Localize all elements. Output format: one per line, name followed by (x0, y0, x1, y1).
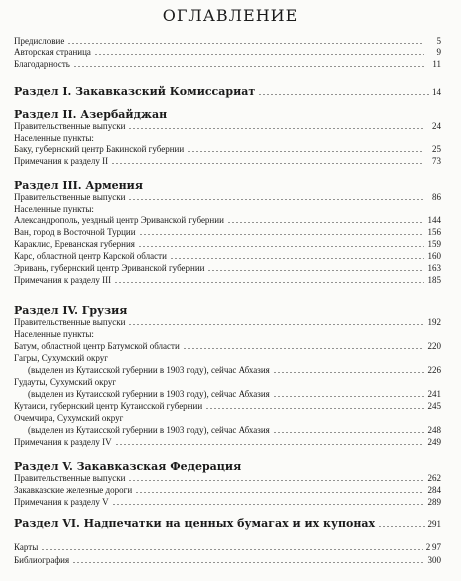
toc-entry-label: Эривань, губернский центр Эриванской губернии (14, 263, 205, 273)
toc-page-number: 163 (427, 263, 441, 273)
dot-leader (205, 408, 424, 409)
dot-leader (139, 234, 424, 235)
toc-page-number: 262 (427, 473, 441, 483)
dot-leader (183, 348, 424, 349)
dot-leader (258, 94, 429, 95)
toc-page-number: 25 (432, 144, 441, 154)
dot-leader (111, 163, 424, 164)
toc-entry-label: Ван, город в Восточной Турции (14, 227, 136, 237)
toc-entry-label: Населенные пункты: (14, 204, 94, 214)
toc-section-heading (14, 85, 441, 99)
toc-entry-label: Александрополь, уездный центр Эриванской губернии (14, 215, 224, 225)
toc-entry-label: Карс, областной центр Карской области (14, 251, 167, 261)
toc-page-number: 220 (427, 341, 441, 351)
toc-entry-label: Раздел V. Закавказская Федерация (14, 460, 242, 473)
toc-entry-label: (выделен из Кутаисской губернии в 1903 году), сейчас Абхазия (28, 425, 270, 435)
dot-leader (227, 222, 424, 223)
toc-entry (14, 328, 441, 340)
toc-page-number: 2 97 (425, 542, 441, 552)
toc-entry-label: (выделен из Кутаисской губернии в 1903 году), сейчас Абхазия (28, 365, 270, 375)
toc-entry-label: Населенные пункты: (14, 329, 94, 339)
toc-entry (14, 226, 441, 238)
toc-entry (14, 274, 441, 286)
toc-entry (14, 46, 441, 58)
dot-leader (138, 246, 424, 247)
toc-entry (14, 238, 441, 250)
toc-entry-label: Кутаиси, губернский центр Кутаисской губернии (14, 401, 203, 411)
toc-entry-label: Очемчира, Сухумский округ (14, 413, 124, 423)
toc-entry-label: Закавказские железные дороги (14, 485, 133, 495)
toc-entry (14, 436, 441, 448)
toc-entry (14, 58, 441, 70)
toc-page-number: 291 (427, 519, 441, 529)
toc-page-number: 86 (432, 192, 441, 202)
toc-entry-label: Караклис, Ереванская губерния (14, 239, 135, 249)
toc-page-number: 5 (436, 36, 441, 46)
toc-page-number: 289 (427, 497, 441, 507)
toc-section-heading (14, 517, 441, 531)
dot-leader (187, 151, 424, 152)
toc-entry (14, 364, 441, 376)
toc-entry-label: Правительственные выпуски (14, 473, 126, 483)
toc-entry-label: Раздел II. Азербайджан (14, 108, 168, 121)
toc-entry (14, 143, 441, 155)
toc-entry (14, 400, 441, 412)
toc-entry-label: Правительственные выпуски (14, 192, 126, 202)
dot-leader (207, 270, 424, 271)
toc-entry-label: Примечания к разделу III (14, 275, 112, 285)
dot-leader (72, 562, 424, 563)
toc-entry-label: (выделен из Кутаисской губернии в 1903 году), сейчас Абхазия (28, 389, 270, 399)
toc-entry-label: Раздел IV. Грузия (14, 304, 128, 317)
dot-leader (112, 504, 424, 505)
dot-leader (128, 324, 424, 325)
toc-page-number: 159 (427, 239, 441, 249)
toc-entry (14, 120, 441, 132)
dot-leader (170, 258, 424, 259)
toc-entry-label: Гудауты, Сухумский округ (14, 377, 117, 387)
toc-page-number: 160 (427, 251, 441, 261)
toc-entry-label: Раздел VI. Надпечатки на ценных бумагах и их купонах (14, 517, 376, 530)
dot-leader (73, 66, 424, 67)
toc-entry (14, 541, 441, 553)
dot-leader (128, 128, 424, 129)
dot-leader (273, 432, 424, 433)
toc-page-number: 73 (432, 156, 441, 166)
toc-entry (14, 352, 441, 364)
toc-entry (14, 554, 441, 566)
toc-page-number: 9 (436, 47, 441, 57)
toc-entry-label: Баку, губернский центр Бакинской губернии (14, 144, 185, 154)
toc-entry (14, 496, 441, 508)
toc-page-number: 185 (427, 275, 441, 285)
toc-entry (14, 250, 441, 262)
toc-entry-label: Карты (14, 542, 39, 552)
toc-page-number: 192 (427, 317, 441, 327)
toc-entry (14, 191, 441, 203)
toc-page-number: 284 (427, 485, 441, 495)
toc-page-number: 248 (427, 425, 441, 435)
toc-entry-label: Примечания к разделу IV (14, 437, 112, 447)
toc-entry-label: Примечания к разделу II (14, 156, 109, 166)
dot-leader (273, 396, 424, 397)
dot-leader (273, 372, 424, 373)
toc-page-number: 300 (427, 555, 441, 565)
toc-page-number: 144 (427, 215, 441, 225)
toc-entry (14, 388, 441, 400)
toc-entry-label: Гагры, Сухумский округ (14, 353, 108, 363)
toc-page-number: 11 (432, 59, 441, 69)
toc-page-number: 241 (427, 389, 441, 399)
dot-leader (94, 54, 424, 55)
toc-page-number: 156 (427, 227, 441, 237)
toc-page-number: 226 (427, 365, 441, 375)
toc-entry (14, 340, 441, 352)
dot-leader (114, 282, 424, 283)
dot-leader (128, 480, 424, 481)
toc-entry (14, 214, 441, 226)
toc-entry-label: Населенные пункты: (14, 133, 94, 143)
dot-leader (135, 492, 424, 493)
toc-entry (14, 472, 441, 484)
toc-entry (14, 424, 441, 436)
toc-page-number: 24 (432, 121, 441, 131)
toc-entry (14, 155, 441, 167)
toc-entry-label: Благодарность (14, 59, 70, 69)
toc-entry-label: Батум, областной центр Батумской области (14, 341, 180, 351)
toc-entry-label: Раздел III. Армения (14, 179, 143, 192)
toc-entry-label: Предисловие (14, 36, 65, 46)
dot-leader (378, 526, 424, 527)
toc-page-number: 245 (427, 401, 441, 411)
toc-page-number: 249 (427, 437, 441, 447)
toc-entry-label: Раздел I. Закавказский Комиссариат (14, 85, 256, 98)
toc-entry (14, 262, 441, 274)
toc-entry-label: Примечания к разделу V (14, 497, 109, 507)
dot-leader (115, 444, 424, 445)
toc-page-number: 14 (432, 87, 441, 97)
toc-entry-label: Авторская страница (14, 47, 91, 57)
page-title: ОГЛАВЛЕНИЕ (162, 6, 299, 25)
toc-entry-label: Правительственные выпуски (14, 317, 126, 327)
toc-entry-label: Правительственные выпуски (14, 121, 126, 131)
dot-leader (67, 43, 424, 44)
toc-entry (14, 376, 441, 388)
toc-entry-label: Библиография (14, 555, 70, 565)
toc-entry (14, 412, 441, 424)
dot-leader (128, 199, 424, 200)
toc-entry (14, 316, 441, 328)
toc-entry (14, 484, 441, 496)
dot-leader (41, 549, 422, 550)
